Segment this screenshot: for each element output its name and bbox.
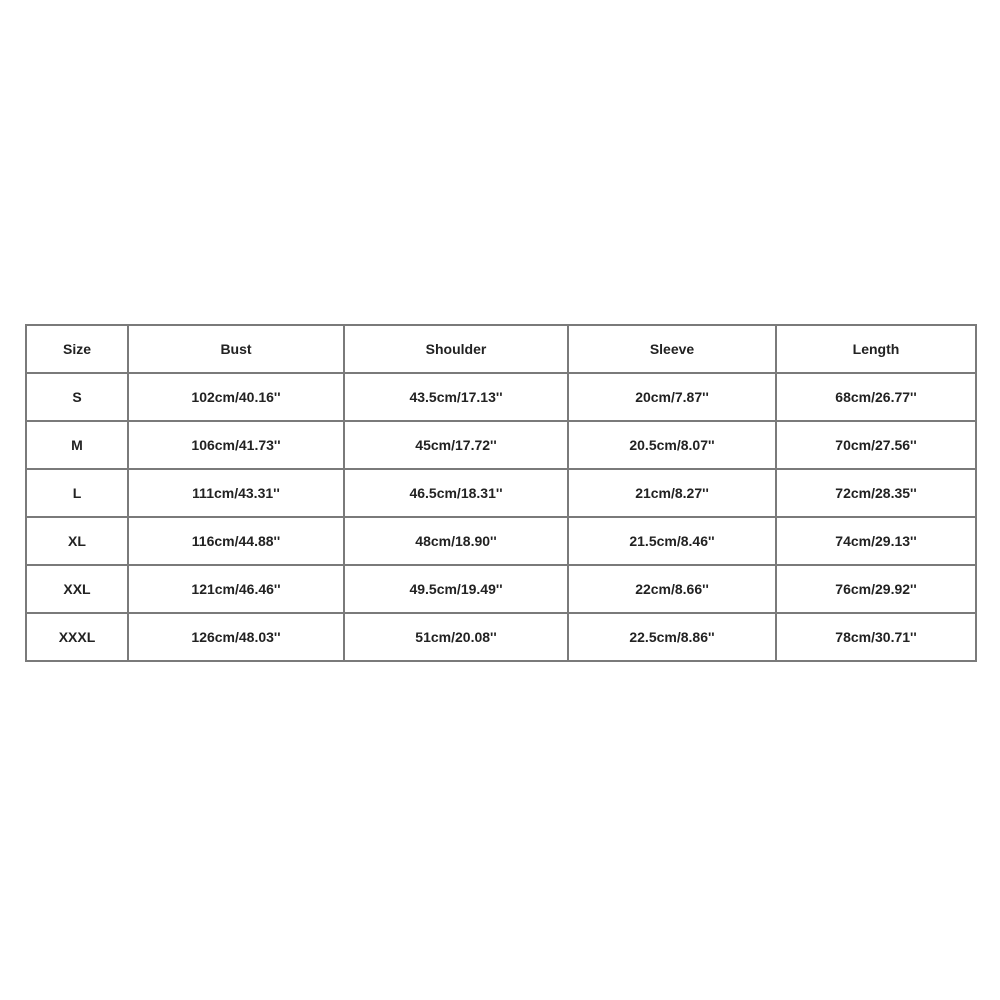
cell-length: 76cm/29.92'' (776, 565, 976, 613)
cell-bust: 126cm/48.03'' (128, 613, 344, 661)
size-chart-table (25, 324, 977, 662)
cell-length: 68cm/26.77'' (776, 373, 976, 421)
cell-length: 74cm/29.13'' (776, 517, 976, 565)
table-row (26, 469, 976, 517)
cell-size: M (26, 421, 128, 469)
cell-size: XL (26, 517, 128, 565)
table-row (26, 421, 976, 469)
cell-length: 78cm/30.71'' (776, 613, 976, 661)
cell-shoulder: 45cm/17.72'' (344, 421, 568, 469)
header-sleeve: Sleeve (568, 325, 776, 373)
table-row (26, 613, 976, 661)
header-shoulder: Shoulder (344, 325, 568, 373)
cell-sleeve: 22.5cm/8.86'' (568, 613, 776, 661)
cell-sleeve: 21cm/8.27'' (568, 469, 776, 517)
cell-sleeve: 21.5cm/8.46'' (568, 517, 776, 565)
cell-size: S (26, 373, 128, 421)
header-length: Length (776, 325, 976, 373)
header-size: Size (26, 325, 128, 373)
cell-shoulder: 48cm/18.90'' (344, 517, 568, 565)
cell-sleeve: 22cm/8.66'' (568, 565, 776, 613)
header-bust: Bust (128, 325, 344, 373)
cell-shoulder: 51cm/20.08'' (344, 613, 568, 661)
table-row (26, 373, 976, 421)
cell-bust: 116cm/44.88'' (128, 517, 344, 565)
table-row (26, 517, 976, 565)
cell-shoulder: 43.5cm/17.13'' (344, 373, 568, 421)
cell-sleeve: 20cm/7.87'' (568, 373, 776, 421)
cell-length: 70cm/27.56'' (776, 421, 976, 469)
cell-size: XXXL (26, 613, 128, 661)
cell-bust: 111cm/43.31'' (128, 469, 344, 517)
table-header-row (26, 325, 976, 373)
cell-bust: 102cm/40.16'' (128, 373, 344, 421)
cell-size: L (26, 469, 128, 517)
cell-shoulder: 49.5cm/19.49'' (344, 565, 568, 613)
cell-sleeve: 20.5cm/8.07'' (568, 421, 776, 469)
table-row (26, 565, 976, 613)
cell-length: 72cm/28.35'' (776, 469, 976, 517)
cell-bust: 106cm/41.73'' (128, 421, 344, 469)
cell-size: XXL (26, 565, 128, 613)
cell-bust: 121cm/46.46'' (128, 565, 344, 613)
cell-shoulder: 46.5cm/18.31'' (344, 469, 568, 517)
